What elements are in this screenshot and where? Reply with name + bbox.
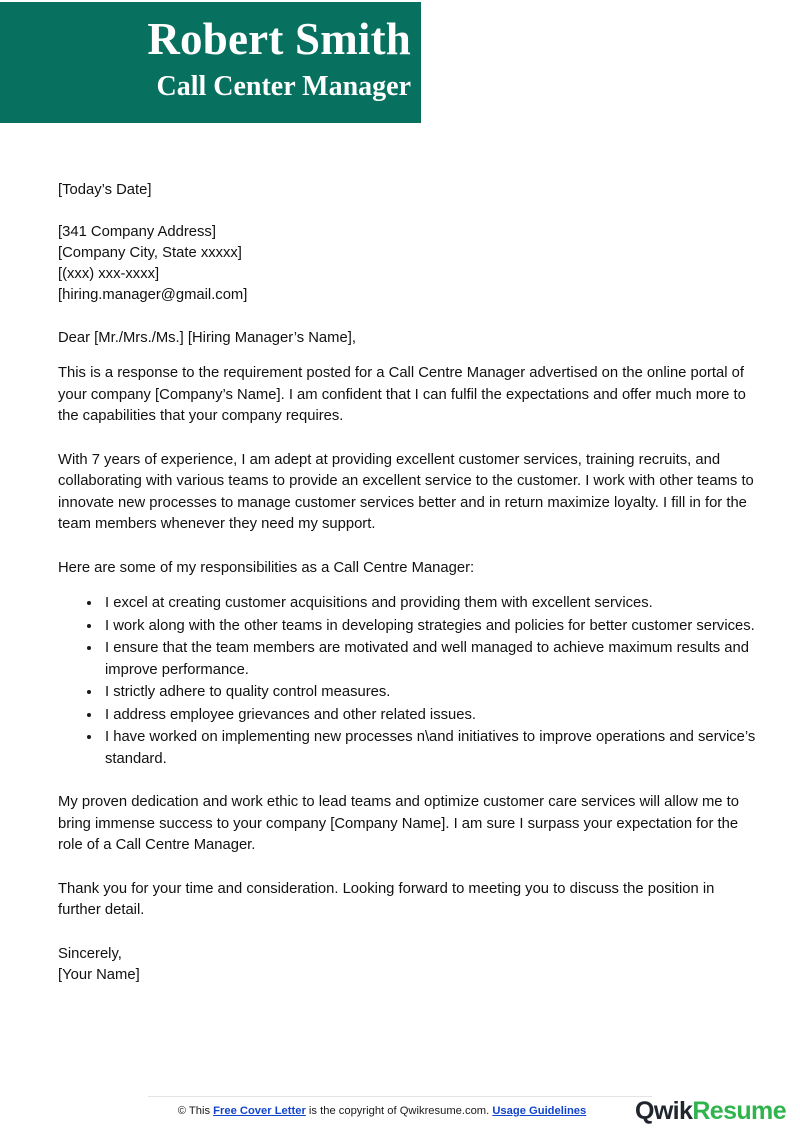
list-item-text: I address employee grievances and other related issues.	[105, 706, 476, 723]
salutation: Dear [Mr./Mrs./Ms.] [Hiring Manager’s Name],	[58, 329, 356, 346]
logo-text-resume: Resume	[692, 1097, 786, 1125]
signature-placeholder: [Your Name]	[58, 967, 140, 983]
recipient-email: [hiring.manager@gmail.com]	[58, 286, 248, 303]
bullet-icon	[87, 601, 91, 605]
bullet-icon	[87, 646, 91, 650]
list-item	[58, 705, 758, 727]
paragraph-experience: With 7 years of experience, I am adept at providing excellent customer services, training recruits, and collaborating with various teams to provide an excellent service to the customer. I work with other teams to innovate new processes to manage customer services better and in return maximize loyalty. I fill in for the team members whenever they need my support.	[58, 451, 754, 532]
list-item-text: I excel at creating customer acquisitions and providing them with excellent services.	[105, 595, 653, 611]
letter-body	[58, 180, 758, 987]
responsibilities-intro: Here are some of my responsibilities as a Call Centre Manager:	[58, 559, 475, 576]
qwikresume-logo[interactable]	[635, 1096, 786, 1126]
bullet-icon	[87, 690, 91, 694]
header-banner	[0, 2, 421, 123]
bullet-icon	[87, 713, 91, 717]
list-item-text: I have worked on implementing new processes n\and initiatives to improve operations and service’s standard.	[105, 729, 756, 767]
paragraph-intro: This is a response to the requirement posted for a Call Centre Manager advertised on the online portal of your company [Company’s Name]. I am confident that I can fulfil the expectations and offer much more to the capabilities that your company requires.	[58, 365, 746, 424]
applicant-name: Robert Smith	[147, 14, 411, 65]
footer-copyright-prefix: © This	[177, 1105, 214, 1117]
free-cover-letter-link[interactable]: Free Cover Letter	[213, 1105, 306, 1117]
recipient-address-block	[58, 222, 758, 306]
paragraph-closing-pitch: My proven dedication and work ethic to lead teams and optimize customer care services will allow me to bring immense success to your company [Company Name]. I am sure I surpass your expectation for the role of a Call Centre Manager.	[58, 794, 739, 853]
applicant-job-title: Call Center Manager	[156, 70, 411, 102]
paragraph-thank-you: Thank you for your time and consideration. Looking forward to meeting you to discuss the position in further detail.	[58, 880, 715, 918]
recipient-phone: [(xxx) xxx-xxxx]	[58, 265, 160, 282]
list-item-text: I strictly adhere to quality control measures.	[105, 684, 391, 700]
logo-text-qwik: Qwik	[634, 1097, 693, 1125]
usage-guidelines-link[interactable]: Usage Guidelines	[492, 1105, 587, 1117]
list-item	[58, 638, 758, 681]
list-item	[58, 616, 758, 638]
recipient-street-address: [341 Company Address]	[58, 223, 216, 240]
list-item	[58, 682, 758, 704]
list-item-text: I work along with the other teams in developing strategies and policies for better customer services.	[105, 617, 755, 634]
bullet-icon	[87, 735, 91, 739]
bullet-icon	[87, 624, 91, 628]
responsibilities-list	[58, 593, 758, 770]
recipient-city-state-zip: [Company City, State xxxxx]	[58, 244, 242, 261]
footer-copyright-middle: is the copyright of Qwikresume.com.	[305, 1105, 493, 1117]
closing-salutation: Sincerely,	[58, 945, 122, 962]
list-item-text: I ensure that the team members are motivated and well managed to achieve maximum results and improve performance.	[105, 640, 749, 678]
list-item	[58, 593, 758, 615]
footer-divider	[148, 1096, 652, 1097]
list-item	[58, 727, 758, 770]
date-placeholder: [Today’s Date]	[58, 182, 152, 198]
